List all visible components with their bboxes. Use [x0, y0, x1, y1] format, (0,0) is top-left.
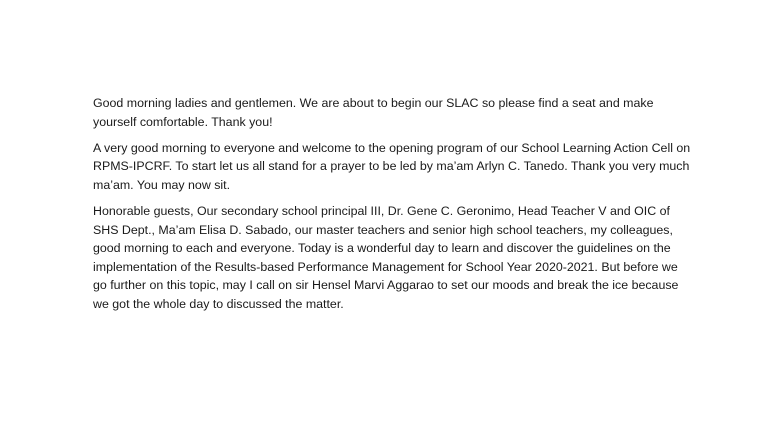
- paragraph-welcome: Good morning ladies and gentlemen. We are about to begin our SLAC so please find a seat and make yourself comfortable. Thank you!: [93, 96, 654, 129]
- paragraph-greetings: Honorable guests, Our secondary school principal III, Dr. Gene C. Geronimo, Head Teacher V and OIC of SHS Dept., Ma’am Elisa D. Sabado, our master teachers and senior high school teachers, my colleagues, good morning to each and everyone. Today is a wonderful day to learn and discover the guidelines on the implementation of the Results-based Performance Management for School Year 2020-2021. But before we go further on this topic, may I call on sir Hensel Marvi Aggarao to set our moods and break the ice because we got the whole day to discussed the matter.: [93, 203, 679, 311]
- paragraph-opening: A very good morning to everyone and welcome to the opening program of our School Learning Action Cell on RPMS-IPCRF. To start let us all stand for a prayer to be led by ma’am Arlyn C. Tanedo. Thank you very much ma’am. You may now sit.: [93, 140, 691, 192]
- document-body: [93, 94, 693, 321]
